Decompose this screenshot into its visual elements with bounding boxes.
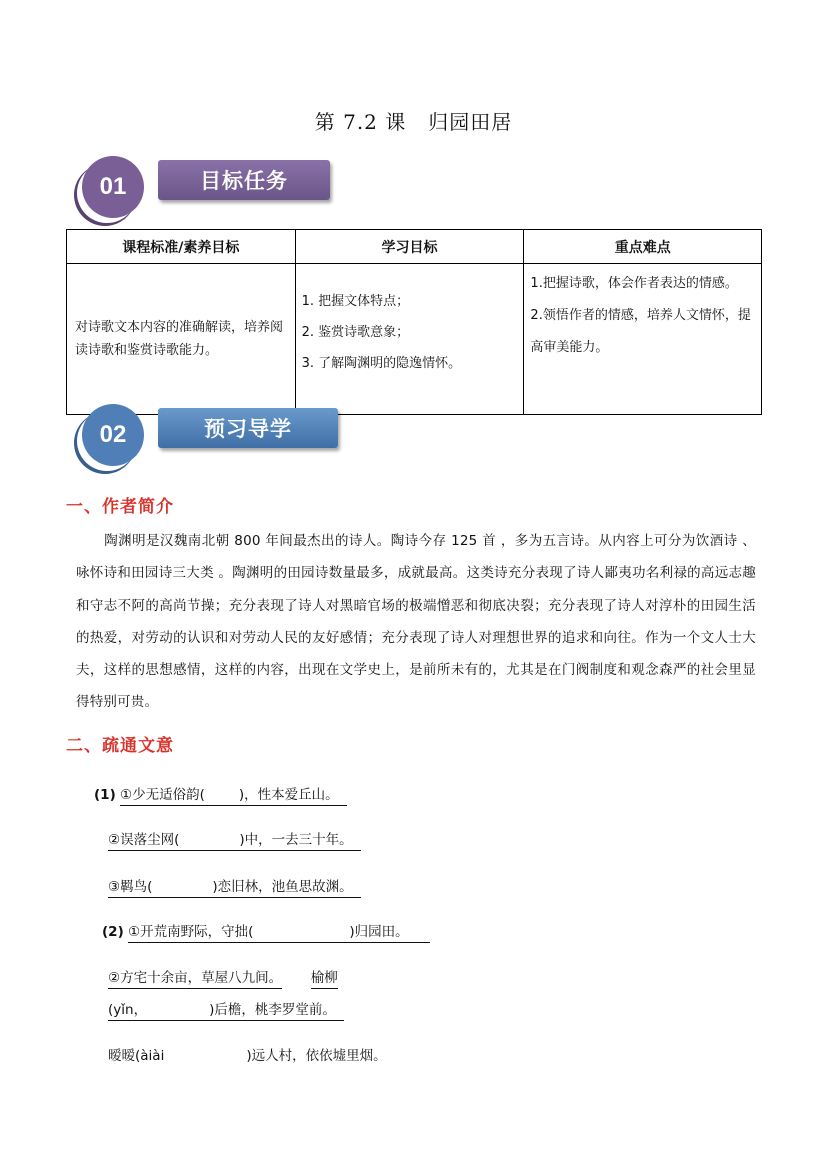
learning-goal-item: 3. 了解陶渊明的隐逸情怀。 [301,356,462,371]
section-badge-preview [82,404,352,468]
exercise-text: )远人村，依依墟里烟。 [246,1048,387,1064]
group-number: (1) [94,787,116,803]
heading-translation: 二、疏通文意 [66,736,174,756]
exercise-line [94,783,347,803]
exercise-line [108,875,361,895]
lesson-name: 归园田居 [428,110,513,134]
table-header-row [67,230,762,264]
section-label-tab: 目标任务 [158,160,330,200]
objectives-table [66,229,762,415]
heading-author-intro: 一、作者简介 [66,497,174,517]
exercise-text: ①少无适俗韵( )，性本爱丘山。 [120,787,347,806]
table-header-learning-goals: 学习目标 [295,230,524,264]
table-header-standard: 课程标准/素养目标 [67,230,296,264]
section-label-tab: 预习导学 [158,408,338,448]
section-badge-goals [82,156,342,220]
lesson-title [0,106,827,135]
exercise-line [102,920,430,940]
exercise-word: 榆柳 [311,970,338,989]
key-points-cell [524,264,762,415]
section-number-circle: 02 [82,404,144,466]
key-point-item: 2.领悟作者的情感，培养人文情怀，提高审美能力。 [530,308,751,355]
exercise-text: ②误落尘网( )中，一去三十年。 [108,832,361,851]
author-intro-paragraph [76,525,756,719]
learning-goals-cell [295,264,524,415]
key-point-item: 1.把握诗歌，体会作者表达的情感。 [530,276,738,291]
group-number: (2) [102,924,124,940]
author-intro-text: 陶渊明是汉魏南北朝 800 年间最杰出的诗人。陶诗今存 125 首 ，多为五言诗。从内容上可分为饮酒诗 、咏怀诗和田园诗三大类 。陶渊明的田园诗数量最多，成就最高。这类诗充分表现了诗人鄙夷功名利禄的高远志趣和守志不阿的高尚节操；充分表现了诗人对黑暗官场的极端憎恶和彻底决裂；充分表现了诗人对淳朴的田园生活的热爱，对劳动的认识和对劳动人民的友好感情；充分表现了诗人对理想世界的追求和向往。作为一个文人士大夫，这样的思想感情，这样的内容，出现在文学史上，是前所未有的，尤其是在门阀制度和观念森严的社会里显得特别可贵。 [76,533,756,711]
learning-goal-item: 1. 把握文体特点； [301,294,410,309]
exercise-line [108,998,344,1018]
section-number-circle: 01 [82,156,144,218]
exercise-text: ②方宅十余亩，草屋八九间。 [108,970,282,989]
exercise-text: 暧暧(àiài [108,1048,165,1064]
exercise-line [108,1044,387,1064]
table-row [67,264,762,415]
learning-goal-item: 2. 鉴赏诗歌意象； [301,325,410,340]
table-header-key-points: 重点难点 [524,230,762,264]
lesson-number: 第 7.2 课 [314,110,407,134]
exercise-text: (yǐn， )后檐，桃李罗堂前。 [108,1002,344,1021]
standard-cell: 对诗歌文本内容的准确解读，培养阅读诗歌和鉴赏诗歌能力。 [67,264,296,415]
exercise-line [108,828,361,848]
exercise-text: ③羁鸟( )恋旧林，池鱼思故渊。 [108,879,361,898]
exercise-text: ①开荒南野际，守拙( )归园田。 [128,924,430,943]
exercise-line [108,966,338,986]
